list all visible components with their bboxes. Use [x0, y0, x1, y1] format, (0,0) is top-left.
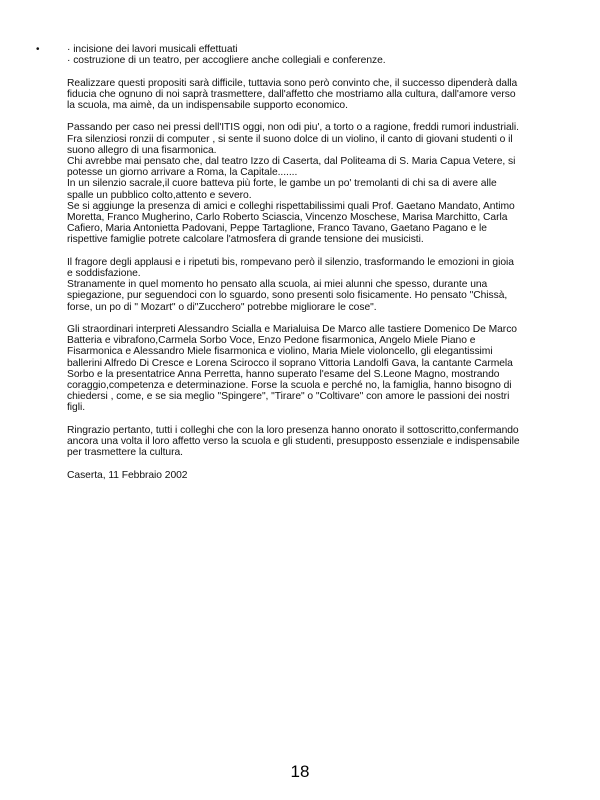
- paragraph-thanks: Ringrazio pertanto, tutti i colleghi che con la loro presenza hanno onorato il sottoscritto,confermando ancora una volta il loro affetto verso la scuola e gli studenti, presupposto essenziale e indispensabile per trasmettere la cultura.: [67, 424, 520, 459]
- paragraph-concert: Passando per caso nei pressi dell'ITIS oggi, non odi piu', a torto o a ragione, freddi rumori industriali. Fra silenziosi ronzii di computer , si sente il suono dolce di un violino, il canto di giovani studenti o il suono allegro di una fisarmonica. Chi avrebbe mai pensato che, dal teatro Izzo di Caserta, dal Politeama di S. Maria Capua Vetere, si potesse un giorno arrivare a Roma, la Capitale....... In un silenzio sacrale,il cuore batteva più forte, le gambe un po' tremolanti di chi sa di avere alle spalle un pubblico colto,attento e severo. Se si aggiunge la presenza di amici e colleghi rispettabilissimi quali Prof. Gaetano Mandato, Antimo Moretta, Franco Mugherino, Carlo Roberto Sciascia, Vincenzo Moschese, Marisa Marchitto, Carla Cafiero, Maria Antonietta Padovani, Peppe Tartaglione, Franco Tavano, Gaetano Pagano e le rispettive famiglie potrete calcolare l'atmosfera di grande tensione dei musicisti.: [67, 122, 519, 246]
- document-body: [67, 44, 567, 492]
- paragraph-performers: Gli straordinari interpreti Alessandro Scialla e Marialuisa De Marco alle tastiere Domenico De Marco Batteria e vibrafono,Carmela Sorbo Voce, Enzo Pedone fisarmonica, Angelo Miele Piano e Fisarmonica e Alessandro Miele fisarmonica e violino, Maria Miele violoncello, gli elegantissimi ballerini Alfredo Di Cresce e Lorena Scirocco il soprano Vittoria Landolfi Gava, la cantante Carmela Sorbo e la presentatrice Anna Perretta, hanno superato l'esame del S.Leone Magno, mostrando coraggio,competenza e determinazione. Forse la scuola e perché no, la famiglia, hanno bisogno di chiedersi , come, e se sia meglio "Spingere", "Tirare" o "Coltivare" con amore le passioni dei nostri figli.: [67, 324, 517, 414]
- list-items: · incisione dei lavori musicali effettuati · costruzione di un teatro, per accogliere anche collegiali e conferenze.: [67, 44, 386, 67]
- date-line: Caserta, 11 Febbraio 2002: [67, 469, 188, 481]
- page-number: 18: [290, 762, 310, 781]
- bullet-marker: •: [36, 44, 40, 55]
- paragraph-funding: Realizzare questi propositi sarà difficile, tuttavia sono però convinto che, il successo dipenderà dalla fiducia che ognuno di noi saprà trasmettere, dall'affetto che mostriamo alla cultura, dall'amore verso la scuola, ma aimè, da un indispensabile supporto economico.: [67, 77, 518, 111]
- paragraph-applause: Il fragore degli applausi e i ripetuti bis, rompevano però il silenzio, trasformando le emozioni in gioia e soddisfazione. Stranamente in quel momento ho pensato alla scuola, ai miei alunni che spesso, durante una spiegazione, pur seguendoci con lo sguardo, sono presenti solo fisicamente. Ho pensato "Chissà, forse, un po di " Mozart" o di"Zucchero" potrebbe migliorare le cose".: [67, 256, 514, 313]
